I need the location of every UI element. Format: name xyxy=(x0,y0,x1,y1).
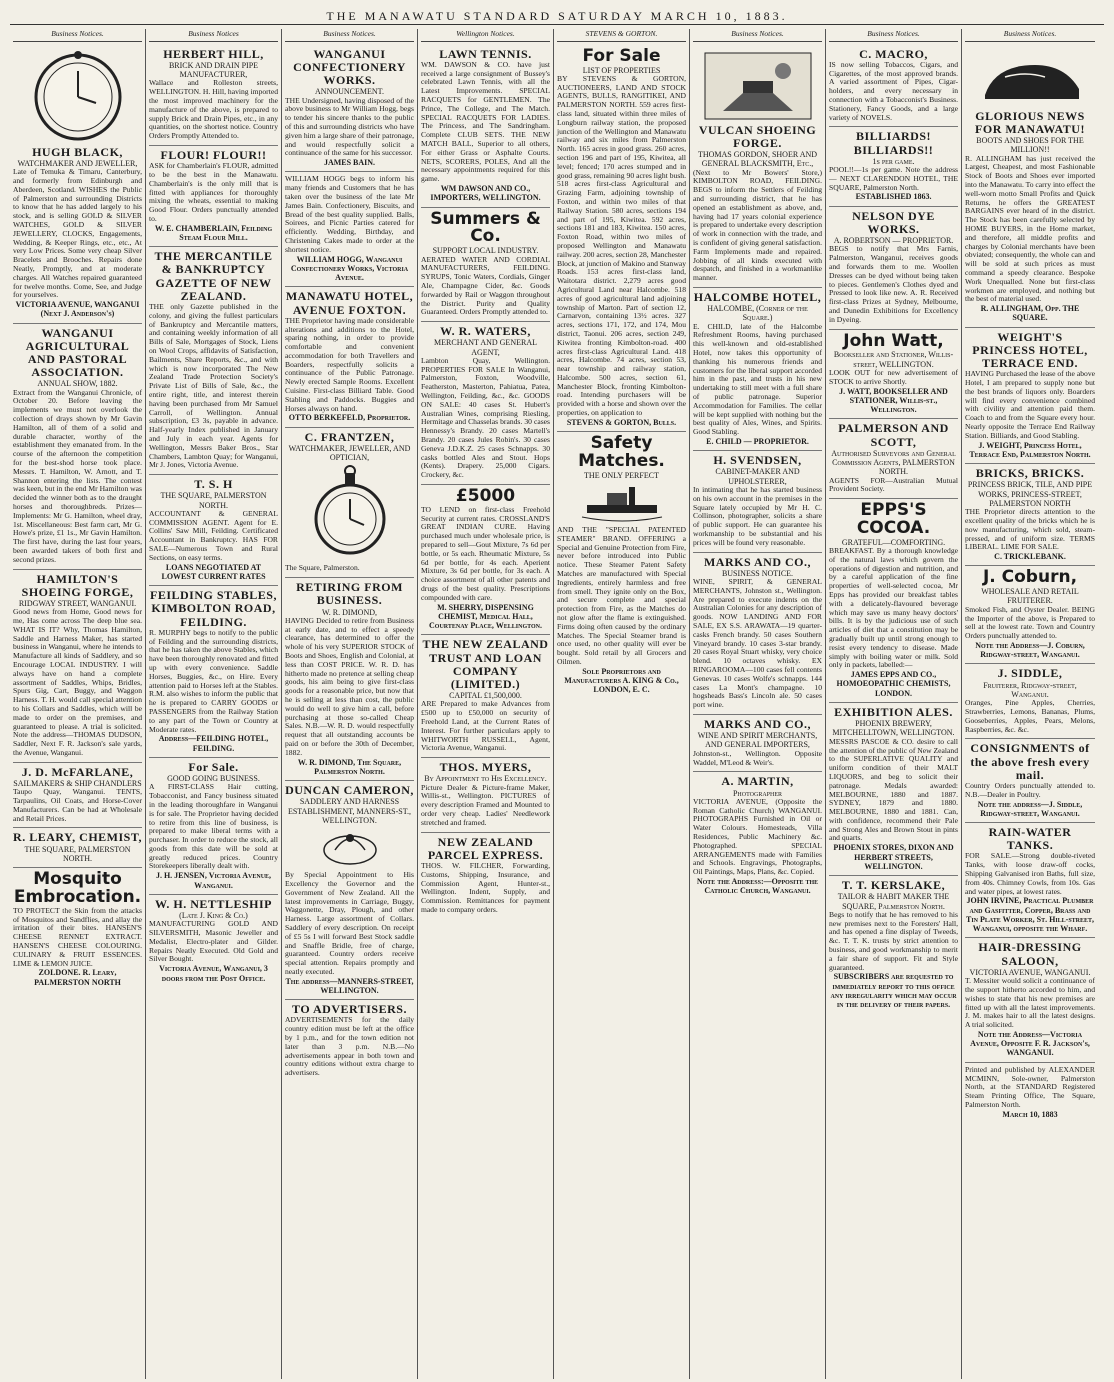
ad-footer: M. SHERRY, DISPENSING CHEMIST, Medical Hall, Courtenay Place, Wellington. xyxy=(429,602,542,631)
advertisement xyxy=(13,45,142,324)
ad-title: MARKS AND CO., xyxy=(703,717,811,731)
advertisement xyxy=(285,781,414,1000)
ad-body-text: ADVERTISEMENTS for the daily country edition must be left at the office by 1 p.m., and for the town edition not later than 3 p.m. N.B.—No advertisements appear in both town and country editions without extra charge to advertisers. xyxy=(285,1015,414,1078)
advertisement xyxy=(693,715,822,772)
advertisement xyxy=(965,45,1095,328)
advertisement xyxy=(13,570,142,763)
column-header: Business Notices. xyxy=(965,29,1095,42)
ad-subtitle: GRATEFUL—COMFORTING. xyxy=(841,537,946,547)
ad-body-text: BEGS to notify that Mrs Farnis, Palmerston, Wanganui, receives goods and forwards them to me. Woollen Dresses can be dyed without being taken to pieces. Gentlemen's Clothes dyed and Pressed to look like new. A. R. Received first-class Prizes at Sydney, Melbourne, and Dunedin Exhibitions for Excellency in Dyeing. xyxy=(829,244,958,324)
ad-title: BRICKS, BRICKS. xyxy=(975,466,1085,481)
ad-subtitle: BRICK AND DRAIN PIPE MANUFACTURER, xyxy=(168,60,259,80)
ad-subtitle: BUSINESS NOTICE. xyxy=(721,568,794,578)
ad-footer: Sole Proprietors and Manufacturers A. KING & Co., LONDON, E. C. xyxy=(564,666,679,695)
ad-body-text: AND THE "SPECIAL PATENTED STEAMER" BRAND. OFFERING a Special and Genuine Protection from Fire, never before introduced into Public notice. These Steamer Patent Safety Matches are manufactured with Special Ingredients, entirely harmless and free from smell. They ignite only on the Box, and secure complete and special protection from Fire, as the Matches do not glow after the flame is extinguished. Firms doing often caused by the ordinary Matches. The Special Steamer brand is once used, no other quality will ever be bought. Sold retail by all Grocers and Oilmen. xyxy=(557,525,686,667)
ad-title: RAIN-WATER TANKS. xyxy=(988,825,1072,853)
ad-body-text: T. Messiter would solicit a continuance of the support hitherto accorded to him, and wishes to state that his new premises are fitted up with all the latest improvements. J. M. makes hair to all the latest designs. A trial solicited. xyxy=(965,976,1095,1030)
ad-footer: Note the address—J. Siddle, Ridgway-street, Wanganui. xyxy=(977,799,1083,818)
column-header: Business Notices xyxy=(149,29,278,42)
ad-footer: WILLIAM HOGG, Wanganui Confectionery Works, Victoria Avenue. xyxy=(290,254,409,283)
ad-title: For Sale xyxy=(582,45,661,66)
ad-body-text: ASK for Chamberlain's FLOUR, admitted to be the best in the Manawatu. Chamberlain's is the only mill that is fitted with appliances for thoroughly mixing the wheats, essential to making Good Flour. Orders punctually attended to. xyxy=(149,161,278,223)
ad-subtitle: CABINET-MAKER AND UPHOLSTERER, xyxy=(715,467,800,486)
advertisement xyxy=(829,330,958,420)
ad-footer: ESTABLISHED 1863. xyxy=(855,192,932,202)
advertisement xyxy=(829,499,958,703)
ad-body-text: MESSRS PASCOE & CO. desire to call the attention of the public of New Zealand to the SUPERLATIVE QUALITY and uniform condition of their MALT LIQUORS, and beg to solicit their patronage. Medals awarded: MELBOURNE, 1880 and 1887. SYDNEY, 1879 and 1880. MELBOURNE, 1880 and 1881. Can, with confidence, recommend their Pale and Strong Ales and Brown Stout in pints and quarts. xyxy=(829,736,958,843)
column-header: Business Notices. xyxy=(693,29,822,42)
ad-footer: Victoria Avenue, Wanganui, 3 doors from the Post Office. xyxy=(159,964,268,983)
engraving-illustration xyxy=(13,51,142,143)
ad-title: VULCAN SHOEING FORGE. xyxy=(698,122,817,150)
column-4 xyxy=(418,29,554,1379)
ad-footer: The address—MANNERS-STREET, WELLINGTON. xyxy=(285,976,414,995)
ad-footer: Note the Address:—Opposite the Catholic Church, Wanganui. xyxy=(696,876,819,896)
ad-subtitle: ANNOUNCEMENT. xyxy=(315,87,384,97)
column-1 xyxy=(10,29,146,1379)
ad-body-text: POOL!!—1s per game. Note the address— NEXT CLARENDON HOTEL, THE SQUARE, Palmerston North. xyxy=(829,165,958,192)
ad-footer: W. E. CHAMBERLAIN, Feilding Steam Flour Mill. xyxy=(154,223,273,243)
ad-body-text: Johnston-st., Wellington. Opposite Waddel, M'Leod & Weir's. xyxy=(693,748,822,767)
ad-subtitle: Fruiterer, Ridgway-street, Wanganui. xyxy=(983,680,1077,699)
advertisement xyxy=(149,586,278,758)
ad-subtitle: A. ROBERTSON — PROPRIETOR. xyxy=(833,236,954,246)
ad-body-text: A FIRST-CLASS Hair cutting, Tobacconist, and Fancy business situated in the leading thoroughfare in Wanganui is for sale. The Proprietor having decided to retire from this line of business, is prepared to make liberal terms with a purchaser. In order to reduce the stock, all goods from this date will be sold at greatly reduced prices. Country Storekeepers liberally dealt with. xyxy=(149,782,278,871)
advertisement xyxy=(149,45,278,146)
ad-body-text: WM. DAWSON & CO. have just received a large consignment of Bussey's celebrated Lawn Tennis, with all the Latest Improvements. SPECIAL RACQUETS for GENTLEMEN. The Prince, The College, and The Match. SPECIAL RACQUETS FOR LADIES. The Princess, and The Sandringham. Complete CLUB SETS. THE NEW MATCH BALL, Superior to all others, For either Grass or Asphalte Courts. NETS, SCORERS, POLES, And all the necessary appointments required for this game. xyxy=(421,59,550,184)
advertisement xyxy=(693,288,822,451)
ad-footer: J. WATT, BOOKSELLER AND STATIONER, Willis-st., Wellington. xyxy=(839,386,948,415)
ad-title: WANGANUI AGRICULTURAL AND PASTORAL ASSOCIATION. xyxy=(25,325,130,380)
ad-body-text: THE Undersigned, having disposed of the above business to Mr William Hogg, begs to tender his sincere thanks to the public of this and surrounding districts who have given him a large share of their patronage, and would respectfully solicit a continuance of the same for his successor. xyxy=(285,95,414,158)
ad-subtitle: 1s per game. xyxy=(872,156,915,166)
ad-body-text: Wallace and Rolleston streets, WELLINGTON. H. Hill, having imported the most improved machinery for the manufacture of the above, is prepared to supply Brick and Drain Pipes, etc., in any quantities, on the shortest notice. Country Orders Promptly Attended to. xyxy=(149,78,278,141)
ad-body-text: THE Proprietor directs attention to the excellent quality of the bricks which he is now manufacturing, which sold, steam-pressed, and of uniform size. TERMS LIBERAL. LIME FOR SALE. xyxy=(965,507,1095,552)
column-2 xyxy=(146,29,282,1379)
advertisement xyxy=(13,828,142,868)
ad-footer: OTTO BERKEFELD, Proprietor. xyxy=(288,413,411,423)
ad-body-text: Good news from Home, Good news for me, Has come across The deep blue sea. WHAT IS IT? Why, Thomas Hamilton, Saddle and Harness Maker, has started business in Wanganui, where he intends to Manufacture all kinds of Saddlery, and so Encourage LOCAL INDUSTRY. I will always have on hand a complete assortment of Saddles, Whips, Bridles, Spurs Gig, Cart, Buggy, and Waggon Harness. T. H. would call special attention to his Collars and Saddles, which will be made to order on the premises, and guaranteed to please. A trial is solicited. Note the address—THOMAS DUDSON, Saddler, Next F. R. Jackson's sale yards, the Avenue, Wanganui. xyxy=(13,607,142,757)
ad-title: LAWN TENNIS. xyxy=(439,46,532,61)
ad-subtitle: THE ONLY PERFECT xyxy=(584,470,659,480)
ad-subtitle: SAILMAKERS & SHIP CHANDLERS xyxy=(13,778,142,788)
column-8 xyxy=(962,29,1098,1379)
ad-body-text: ARE Prepared to make Advances from £500 up to £50,000 on security of Freehold Land, at the Current Rates of Interest. For further particulars apply to WHITWORTH RUSSELL, Agent, Victoria Avenue, Wanganui. xyxy=(421,699,550,753)
ad-title: FLOUR! FLOUR!! xyxy=(160,147,267,162)
ad-subtitle: Photographer xyxy=(732,788,782,798)
ad-subtitle: Bookseller and Stationer, Willis-street, WELLINGTON. xyxy=(833,350,954,369)
ad-footer: C. TRICKLEBANK. xyxy=(994,552,1066,562)
advertisement xyxy=(557,432,686,699)
advertisement xyxy=(13,868,142,991)
advertisement xyxy=(965,464,1095,566)
advertisement xyxy=(149,758,278,895)
ad-title: Summers & Co. xyxy=(430,208,541,247)
ad-footer: LOANS NEGOTIATED AT LOWEST CURRENT RATES xyxy=(161,562,266,581)
ad-body-text: THOS. W. FILCHER, Forwarding, Customs, Shipping, Insurance, and Commission Agent, Hunter-st., Wellington. Indent, Supply, and Commission. Remittances for payment made to company orders. xyxy=(421,860,550,914)
ad-subtitle: BOOTS AND SHOES FOR THE MILLION!! xyxy=(976,136,1084,155)
advertisement xyxy=(829,127,958,206)
advertisement xyxy=(421,485,550,635)
ad-title: £5000 xyxy=(455,485,516,506)
ad-subtitle: WATCHMAKER AND JEWELLER, xyxy=(17,158,138,168)
ad-body-text: In intimating that he has started business on his own account in the premises in the Square lately occupied by Mr H. C. Collinson, photographer, solicits a share of public support. He can guarantee his workmanship to be substantial and his prices will be found very reasonable. xyxy=(693,485,822,547)
ad-footer: WM DAWSON AND CO., IMPORTERS, WELLINGTON. xyxy=(430,184,541,203)
ad-body-text: Country Orders punctually attended to. N.B.—Dealer in Poultry. xyxy=(965,780,1095,799)
ad-title: A. MARTIN, xyxy=(721,774,794,789)
ad-body-text: Oranges, Pine Apples, Cherries, Strawberries, Lemons, Bananas, Plums, Gooseberries, Apples, Pears, Melons, Raspberries, &c. &c. xyxy=(965,698,1095,734)
column-header: Business Notices. xyxy=(285,29,414,42)
ad-title: THE NEW ZEALAND TRUST AND LOAN COMPANY (LIMITED.) xyxy=(422,637,549,691)
advertisement xyxy=(965,739,1095,823)
ad-title: HUGH BLACK, xyxy=(32,144,123,159)
advertisement xyxy=(149,247,278,475)
advertisement xyxy=(13,763,142,829)
ad-subtitle: WINE AND SPIRIT MERCHANTS, AND GENERAL IMPORTERS, xyxy=(697,731,818,750)
advertisement xyxy=(149,146,278,247)
advertisement xyxy=(421,635,550,758)
ad-body-text: Extract from the Wanganui Chronicle, of October 20. Before leaving the implements we must not overlook the collection of drays shown by Mr Gavin Hamilton, all of them of a solid and durable character, worthy of the establishment they emanated from. In the course of the afternoon the competition for the best-shod horse took place. Messrs. T. Hamilton, W. Arnott, and T. Shannon entering the lists. The contest was keen, but in the end Mr Hamilton was decided the winner both as to the draught horses and thoroughbreds. Prizes—Implements: Mr G. Hamilton, wheel dray, 1st. Miscellaneous: Best farm cart, Mr G. Howe's prize, £1 1s., Mr Gavin Hamilton. The first have, during the last four years, been awarded takers of both first and second prizes. xyxy=(13,387,142,564)
ad-subtitle: THOMAS GORDON, SHOER AND GENERAL BLACKSMITH, Etc., xyxy=(697,150,818,169)
advertisement xyxy=(285,578,414,781)
ad-subtitle: ANNUAL SHOW, 1882. xyxy=(37,379,118,389)
ad-title: THE MERCANTILE & BANKRUPTCY GAZETTE OF NEW ZEALAND. xyxy=(154,249,273,303)
ad-title: CONSIGNMENTS of the above fresh every mail. xyxy=(970,741,1090,782)
advertisement xyxy=(421,322,550,485)
ad-body-text: The Square, Palmerston. xyxy=(285,563,360,573)
masthead: THE MANAWATU STANDARD SATURDAY MARCH 10, 1883. xyxy=(10,8,1104,25)
advertisement xyxy=(149,475,278,586)
ad-body-text: Begs to notify that he has removed to his new premises next to the Foresters' Hall, and has opened a fine display of Tweeds, &c. T. T. K. trusts by strict attention to business, and good workmanship to merit a fair share of support. Fit and Style guaranteed. xyxy=(829,909,958,972)
advertisement xyxy=(557,45,686,432)
ad-subtitle: WATCHMAKER, JEWELLER, AND OPTICIAN, xyxy=(288,443,411,463)
ad-body-text: R. ALLINGHAM has just received the Largest, Cheapest, and most Fashionable Stock of Boots and Shoes ever imported into the Manawatu. To carry into effect the well-worn motto Small Profits and Quick Returns, he offers the GREATEST BARGAINS ever heard of in the district. The Stock has been carefully selected by HOME BUYERS, in the Home market, and therefore, all middle profits and charges by Colonial merchants have been obviated; consequently, the whole can and will be sold at such prices as must command a speedy clearance. Bespoke Work Unequalled. None but first-class workmen are employed, and nothing but the best of material used. xyxy=(965,153,1095,304)
ad-footer: Note the Address—Victoria Avenue, Opposite F. R. Jackson's, WANGANUI. xyxy=(970,1029,1090,1058)
ad-body-text: WINE, SPIRIT, & GENERAL MERCHANTS, Johnston st., Wellington. Are prepared to execute indents on the Australian Colonies for any description of goods. NOW LANDING AND FOR SALE, EX S.S. ARAWATA—19 quarter-casks French brandy. 50 cases Southern Vineyard brandy. 10 cases 3-star brandy. 20 cases Royal Stuart whisky, very choice blend. 10 octaves whisky. EX RINGAROOMA—100 cases fell contents Genevas. 10 cases Wolfe's schnapps. 144 cases La Mont's champagne. 10 hogsheads Bass's Lincoln ale. 50 cases port wine. xyxy=(693,577,822,710)
ad-footer: J. WEIGHT, Princess Hotel, Terrace End, Palmerston North. xyxy=(969,440,1091,459)
ad-body-text: WILLIAM HOGG begs to inform his many friends and Customers that he has taken over the business of the late Mr James Bain. Confectionery, Biscuits, and Bread of the best quality supplied. Balls, Soirees, and Picnic Parties catered for efficiently. Wedding, Birthday, and Christening Cakes made to order at the shortest notice. xyxy=(285,174,414,254)
ad-subtitle: SUPPORT LOCAL INDUSTRY. xyxy=(432,246,539,256)
engraving-illustration xyxy=(285,465,414,561)
ad-title: T. T. KERSLAKE, xyxy=(841,878,946,893)
ad-footer: Note the Address—J. Coburn, Ridgway-street, Wanganui. xyxy=(975,640,1085,660)
ad-title: PALMERSON AND SCOTT, xyxy=(838,421,949,449)
ad-body-text: MANUFACTURING GOLD AND SILVERSMITH, Masonic Jeweller and Medalist, Electro-plater and Gilder. Repairs Neatly Executed. Old Gold and Silver Bought. xyxy=(149,919,278,964)
ad-body-text: E. CHILD, late of the Halcombe Refreshment Rooms, having purchased this well-known and old-established Hotel, now takes this opportunity of thanking his numerous friends and customers for the liberal support accorded him in the past, and trusts in his new undertaking to still meet with a full share of public patronage. Superior Accommodation for Families. The cellar will be kept supplied with nothing but the best quality of Ales, Wines, and Spirits. Good Stabling. xyxy=(693,321,822,437)
ad-subtitle: RIDGWAY STREET, WANGANUI. xyxy=(18,598,137,608)
ad-subtitle: THE SQUARE, PALMERSTON NORTH. xyxy=(24,844,131,863)
ad-title: J. SIDDLE, xyxy=(997,666,1063,681)
column-7 xyxy=(826,29,962,1379)
advertisement xyxy=(693,45,822,288)
ad-subtitle: CAPITAL £1,500,000. xyxy=(449,691,522,701)
advertisement xyxy=(965,938,1095,1062)
ad-title: HAIR-DRESSING SALOON, xyxy=(978,940,1082,968)
advertisement xyxy=(965,664,1095,739)
advertisement xyxy=(829,45,958,128)
ad-title: WANGANUI CONFECTIONERY WORKS. xyxy=(293,46,406,88)
ad-title: MARKS AND CO., xyxy=(703,554,811,569)
ad-body-text: Smoked Fish, and Oyster Dealer. BEING the Importer of the above, is Prepared to sell at the lowest rate. Town and Country Orders punctually attended to. xyxy=(965,604,1095,641)
ad-footer: ZOLDONE. R. Leary, PALMERSTON NORTH xyxy=(34,968,121,987)
ad-body-text: IS now selling Tobaccos, Cigars, and Cigarettes, of the most approved brands. A varied assortment of Pipes, Cigar-holders, and every necessary in connection with a Tobacconist's Business. Stationery, Fancy Goods, and a large variety of NOVELS. xyxy=(829,59,958,122)
ad-subtitle: (Late J. King & Co.) xyxy=(179,911,248,920)
advertisement xyxy=(829,703,958,876)
ad-title: H. SVENDSEN, xyxy=(713,453,802,468)
ad-subtitle: W. R. DIMOND, xyxy=(321,607,378,617)
advertisement xyxy=(421,45,550,208)
ad-body-text: By Special Appointment to His Excellency the Governor and the Government of New Zealand. All the latest improvements in Carriage, Buggy, Waggonette, Dray, Plough, and other Harness. Large assortment of Collars. Saddlery of every description. On receipt of £5 5s I will forward Best Stock saddle and Snaffle Bridle, free of charge, guaranteed. Country orders receive special attention. Repairs promptly and neatly executed. xyxy=(285,870,414,976)
ad-footer: E. CHILD — PROPRIETOR. xyxy=(706,437,809,447)
ad-body-text: Late of Temuka & Timaru, Canterbury, and formerly from Edinburgh and Aberdeen, Scotland. WISHES the Public of Palmerston and surrounding Districts to know that he has added largely to his stock, and is selling GOLD & SILVER WATCHES, GOLD & SILVER JEWELLERY, CLOCKS, Engagements, Wedding, & Keeper Rings, etc., etc., At very Low Prices. Some very cheap Silver Bracelets and Brooches. Repairs done Neatly, Promptly, and at moderate charges. All Watches repaired guaranteed for twelve months. Come, See, and Judge for yourselves. xyxy=(13,167,142,300)
column-header: Business Notices. xyxy=(13,29,142,42)
ad-title: DUNCAN CAMERON, xyxy=(285,783,414,798)
ad-body-text: (Next to Mr Bowers' Store,) KIMBOLTON ROAD, FEILDING. BEGS to inform the Settlers of Feilding and surrounding district, that he has opened an establishment as above, and, having had 17 years colonial experience is prepared to undertake every description of work in connection with the trade, and is confident of giving general satisfaction. Farm Implements made and repaired. Jobbing of all kinds executed with despatch, and finished in a workmanlike manner. xyxy=(693,167,822,283)
advertisement xyxy=(285,1000,414,1082)
ad-footer: SUBSCRIBERS are requested to immediately report to this office any irregularity which may occur in the delivery of their papers. xyxy=(830,972,957,1010)
ad-title: THOS. MYERS, xyxy=(439,760,532,775)
advertisement xyxy=(421,833,550,919)
ad-footer: R. ALLINGHAM, Opp. THE SQUARE. xyxy=(980,304,1080,323)
ad-body-text: Lambton Quay, Wellington. PROPERTIES FOR SALE In Wanganui, Palmerston, Foxton, Woodville, Featherston, Masterton, Pahiatua, Patea, Wellington, Feilding, &c., &c. GOODS ON SALE: 40 cases St. Hubert's Australian Wines, comprising Riesling, Hermitage and Chasselas brands. 30 cases Hennessy's Brandy. 20 cases Martell's Brandy. 20 cases Jules Robin's. 30 cases Geneva J.D.K.Z. 25 cases Schnapps. 30 casks bottled Ales and Stout. Hops (Kents). Drapery. 25,000 Cigars. Crockery, &c. xyxy=(421,355,550,480)
ad-subtitle: THE SQUARE, PALMERSTON NORTH. xyxy=(160,491,267,510)
advertisement xyxy=(693,772,822,899)
column-header: Wellington Notices. xyxy=(421,29,550,42)
ad-footer: JAMES EPPS AND CO., HOMOEOPATHIC CHEMISTS, LONDON. xyxy=(836,670,951,698)
ad-title: Safety Matches. xyxy=(578,433,665,471)
advertisement xyxy=(829,207,958,330)
ad-body-text: LOOK OUT for new advertisement of STOCK to arrive Shortly. xyxy=(829,367,958,386)
columns-container xyxy=(10,29,1104,1379)
ad-body-text: Taupo Quay, Wanganui. TENTS, Tarpaulins, Oil Coats, and Horse-Cover Manufacturers. Can be had at Wholesale and Retail Prices. xyxy=(13,787,142,823)
ad-footer: March 10, 1883 xyxy=(1002,1109,1058,1119)
advertisement xyxy=(965,1063,1095,1123)
ad-title: R. LEARY, CHEMIST, xyxy=(13,830,142,845)
ad-title: W. H. NETTLESHIP xyxy=(155,896,272,911)
ad-title: TO ADVERTISERS. xyxy=(292,1002,407,1017)
ad-subtitle: SADDLERY AND HARNESS ESTABLISHMENT, MANNERS-ST., WELLINGTON. xyxy=(287,797,412,825)
ad-title: RETIRING FROM BUSINESS. xyxy=(296,580,403,608)
advertisement xyxy=(421,208,550,323)
ad-title: T. S. H xyxy=(194,477,233,492)
ad-body-text: Picture Dealer & Picture-frame Maker, Willis-st., Wellington. PICTURES of every description Framed and Mounted to order very cheap. Ladies' Needlework stretched and framed. xyxy=(421,782,550,827)
engraving-illustration xyxy=(285,828,414,868)
ad-body-text: THE Proprietor having made considerable alterations and additions to the Hotel, sparing nothing, in order to provide comfortable and convenient accommodation for both Travellers and Boarders, respectfully solicits a continuance of the Public Patronage. Newly erected Sample Rooms. Excellent Cuisine. First-class Billiard Table. Good Stabling and Paddocks. Buggies and Horses always on hand. xyxy=(285,315,414,413)
ad-body-text: HAVING Decided to retire from Business at early date, and to effect a speedy clearance, has determined to offer the whole of his very SUPERIOR STOCK of Boots and Shoes, English and Colonial, at less than COST PRICE. W. R. D. has hitherto made no pretence at selling cheap goods, his aim being to give first-class goods for a reasonable price, but now that he is selling at less than cost, the public would do well to give him a call, before purchasing at those so-called Cheap Sales. N.B.—W. R. D. would respectfully request that all outstanding accounts be paid on or before the 30th of December, 1882. xyxy=(285,615,414,757)
ad-title: EXHIBITION ALES. xyxy=(834,705,953,719)
engraving-illustration xyxy=(557,483,686,523)
advertisement xyxy=(829,419,958,499)
ad-body-text: BREAKFAST. By a thorough knowledge of the natural laws which govern the operations of digestion and nutrition, and by a careful application of the fine properties of well-selected cocoa, Mr Epps has provided our breakfast tables with a delicately-flavoured beverage which may save us many heavy doctors' bills. It is by the judicious use of such articles of diet that a constitution may be gradually built up until strong enough to resist every tendency to disease. Made simply with boiling water or milk. Sold only in packets, labelled:— xyxy=(829,546,958,670)
ad-body-text: TO PROTECT the Skin from the attacks of Mosquitos and Sandflies, and allay the irritation of their bites. HANSEN'S CHEESE RENNET EXTRACT. HANSEN'S CHEESE COLOURING. CULINARY & FRUIT ESSENCES. LIME & LEMON JUICE. xyxy=(13,905,142,968)
ad-title: MANAWATU HOTEL, AVENUE FOXTON. xyxy=(285,289,414,317)
ad-footer: STEVENS & GORTON, Bulls. xyxy=(566,417,677,427)
ad-body-text: FOR SALE.—Strong double-riveted Tanks, with loose draw-off cocks, Shipping Galvanised iron Baths, full size, from 40s. Chimney Cowls, from 10s. Gas and water pipes, at lowest rates. xyxy=(965,851,1095,896)
ad-title: For Sale. xyxy=(188,759,239,774)
ad-title: W. R. WATERS, xyxy=(440,324,531,339)
ad-body-text: AERATED WATER AND CORDIAL MANUFACTURERS, FEILDING. SYRUPS, Tonic Waters, Cordials, Ginger Ale, Champagne Cider, &c. Goods forwarded by Rail or Waggon throughout the District. Purity and Quality Guaranteed. Orders Promptly attended to. xyxy=(421,254,550,317)
advertisement xyxy=(693,553,822,715)
ad-subtitle: PHOENIX BREWERY, MITCHELLTOWN, WELLINGTON. xyxy=(832,719,955,738)
advertisement xyxy=(13,324,142,570)
ad-footer: PHOENIX STORES, DIXON AND HERBERT STREETS, WELLINGTON. xyxy=(833,843,954,871)
ad-subtitle: HALCOMBE, (Corner of the Square.) xyxy=(707,304,808,323)
advertisement xyxy=(421,758,550,832)
ad-body-text: AGENTS FOR—Australian Mutual Provident Society. xyxy=(829,475,958,494)
ad-title: J. D. McFARLANE, xyxy=(21,764,134,779)
ad-subtitle: TAILOR & HABIT MAKER THE SQUARE, Palmerston North. xyxy=(837,892,950,911)
engraving-illustration xyxy=(693,51,822,121)
ad-footer: W. R. DIMOND, The Square, Palmerston North. xyxy=(297,757,402,776)
ad-body-text: ACCOUNTANT & GENERAL COMMISSION AGENT. Agent for E. Collins' Saw Mill, Feilding. Certificated Accountant in Bankruptcy. HAS FOR SALE—Numerous Town and Rural Sections, on easy terms. xyxy=(149,508,278,562)
column-5 xyxy=(554,29,690,1379)
ad-title: EPPS'S COCOA. xyxy=(856,500,931,538)
column-3 xyxy=(282,29,418,1379)
ad-body-text: R. MURPHY begs to notify to the public of Feilding and the surrounding districts, that he has taken the above Stables, which have been thoroughly renovated and fitted up with every convenience. Saddle Horses, Buggies, &c., on Hire. Every attention paid to Horses left at the Stables. R.M. also wishes to inform the public that he is prepared to CARRY GOODS or PASSENGERS from the Railway Station to any part of the Town or Country at Moderate rates. xyxy=(149,627,278,734)
ad-subtitle: LIST OF PROPERTIES xyxy=(582,65,661,75)
ad-subtitle: Authorised Surveyors and General Commission Agents, PALMERSTON NORTH. xyxy=(831,448,956,477)
ad-footer: J. H. JENSEN, Victoria Avenue, Wanganui. xyxy=(155,871,272,890)
ad-footer: VICTORIA AVENUE, WANGANUI (Next J. Anderson's) xyxy=(15,300,140,319)
column-header: Business Notices. xyxy=(829,29,958,42)
ad-subtitle: MERCHANT AND GENERAL AGENT, xyxy=(434,338,537,357)
engraving-illustration xyxy=(965,51,1095,107)
advertisement xyxy=(965,823,1095,938)
ad-body-text: TO LEND on first-class Freehold Security at current rates. CROSSLAND'S GREAT INDIAN CURE. Having purchased much under wholesale price, is prepared to sell—Gout Mixture, 7s 6d per bottle, or 5s each. Rheumatic Mixture, 5s 6d per bottle, for 4s each. Aperient Mixture, 3s 6d per bottle, for 3s each. A choice assortment of all other patents and drugs of the best quality. Prescriptions compounded with care. xyxy=(421,504,550,602)
ad-body-text: Printed and published by ALEXANDER MCMINN, Sole-owner, Palmerston North, at the STANDARD Registered Steam Printing Office, The Square, Palmerston North. xyxy=(965,1064,1095,1109)
ad-title: J. Coburn, xyxy=(982,567,1078,588)
ad-footer: JAMES BAIN. xyxy=(323,158,376,168)
ad-title: FEILDING STABLES, KIMBOLTON ROAD, FEILDING. xyxy=(150,588,277,629)
ad-title: HERBERT HILL, xyxy=(163,46,264,61)
advertisement xyxy=(285,172,414,287)
ad-title: John Watt, xyxy=(843,330,944,351)
ad-body-text: BY STEVENS & GORTON, AUCTIONEERS, LAND AND STOCK AGENTS, BULLS, RANGITIKEI, AND PALMERSTON NORTH. 559 acres first-class land, situated within three miles of Longburn railway station, the proposed junction of the Wellington and Manawatu railway and six miles from Palmerston North. 165 acres in good grass. 260 acres, section 196 and part of 195, Kiwitea, all level; fenced; 170 acres stumped and in good grass, remaining 90 acres light bush. 518 acres first-class Agricultural and Grazing Farm, adjoining township of Foxton, and within two miles of that Railway Station. 580 acres, sections 194 and part of 195, Kiwitea. 592 acres, sections 181 and 183, Kiwitea. 150 acres, Foxton Road, within two miles of proposed Wellington and Manawatu railway. 200 acres, section 28, Manchester Block, at junction of Makino and Stanway Roads. 153 acres first-class land, Waitotara district. 2,279 acres good Agricultural Land near Halcombe. 518 acres of good agricultural land adjoining township of Marton. Part of section 12, Carnarvon, containing 13½ acres. 327 acres, sections 171, 172, and 174, Mou district, Taonui. 206 acres, section 249, Kiwitea fronting Kimbolton-road. 400 acres first-class Agricultural Land. 418 acres, Halcombe. 74 acres, section 53, near township and railway station, Halcombe. 500 acres, section 61, Manchester Block, fronting Kimbolton-road. Intending purchasers will be provided with a horse and shown over the properties, on application to xyxy=(557,73,686,418)
ad-subtitle: GOOD GOING BUSINESS. xyxy=(167,774,260,784)
ad-subtitle: By Appointment to His Excellency. xyxy=(424,774,547,784)
ad-title: BILLIARDS! BILLIARDS!! xyxy=(853,129,934,157)
ad-body-text: THE only Gazette published in the colony, and giving the fullest particulars of Bankruptcy and Mercantile matters, and containing weekly information of all Bills of Sale, Mortgages of Stock, Liens on Wool Crops, affidavits of Satisfaction, Bailments, Share Reports, &c., and with which is now incorporated The New Zealand Trade Protection Society's Private List of Bills of Sale, &c., the entire right, title, and interest therein having been purchased from Mr Samuel Carroll, of Wellington. Annual subscription, £3 3s, payable in advance. Half-yearly Index published in January and July in each year. Agents for Wellington, Messrs Baker Bros., Star Chambers, Lambton Quay; for Wanganui, Mr J. Jones, Victoria Avenue. xyxy=(149,302,278,470)
ad-title: GLORIOUS NEWS FOR MANAWATU! xyxy=(975,108,1085,136)
ad-title: NEW ZEALAND PARCEL EXPRESS. xyxy=(427,834,544,862)
ad-title: HAMILTON'S SHOEING FORGE, xyxy=(21,571,134,599)
advertisement xyxy=(965,566,1095,664)
column-6 xyxy=(690,29,826,1379)
ad-body-text: VICTORIA AVENUE, (Opposite the Roman Catholic Church) WANGANUI. PHOTOGRAPHS Furnished in Oil or Water Colours. Homesteads, Villa Residences, Public Machinery &c. Photographed. SPECIAL ARRANGEMENTS made with Families and Schools. Engravings, Photographs, Oil Paintings, Maps, Plans, &c. Copied. xyxy=(693,796,822,877)
ad-footer: JOHN IRVINE, Practical Plumber and Gasfitter, Copper, Brass and Tin Plate Worker, St. Hill-street, Wanganui, opposite the Wharf. xyxy=(966,896,1094,934)
ad-footer: Address—FEILDING HOTEL, FEILDING. xyxy=(158,734,269,753)
advertisement xyxy=(965,328,1095,464)
ad-title: HALCOMBE HOTEL, xyxy=(693,289,822,304)
ad-title: NELSON DYE WORKS. xyxy=(852,208,935,236)
ad-title: C. MACRO, xyxy=(859,46,928,61)
advertisement xyxy=(149,895,278,987)
ad-title: Mosquito Embrocation. xyxy=(13,869,142,907)
ad-title: WEIGHT'S PRINCESS HOTEL, TERRACE END. xyxy=(972,329,1088,371)
ad-subtitle: VICTORIA AVENUE, WANGANUI. xyxy=(969,967,1091,977)
advertisement xyxy=(693,451,822,552)
column-header: STEVENS & GORTON. xyxy=(557,29,686,42)
advertisement xyxy=(285,287,414,427)
ad-subtitle: PRINCESS BRICK, TILE, AND PIPE WORKS, PRINCESS-STREET, PALMERSTON NORTH xyxy=(967,480,1093,508)
advertisement xyxy=(285,45,414,173)
ad-subtitle: WHOLESALE AND RETAIL FRUITERER. xyxy=(981,587,1079,606)
ad-body-text: HAVING Purchased the lease of the above Hotel, I am prepared to supply none but the best brands of liquors only. Boarders will find every convenience combined with civility and attention paid them. Coach to and from the Square every hour. Nearly opposite the Terrace End Railway Station. Billiards, and Good Stabling. xyxy=(965,369,1095,440)
ad-title: C. FRANTZEN, xyxy=(304,429,395,444)
advertisement xyxy=(829,876,958,1013)
advertisement xyxy=(285,428,414,579)
